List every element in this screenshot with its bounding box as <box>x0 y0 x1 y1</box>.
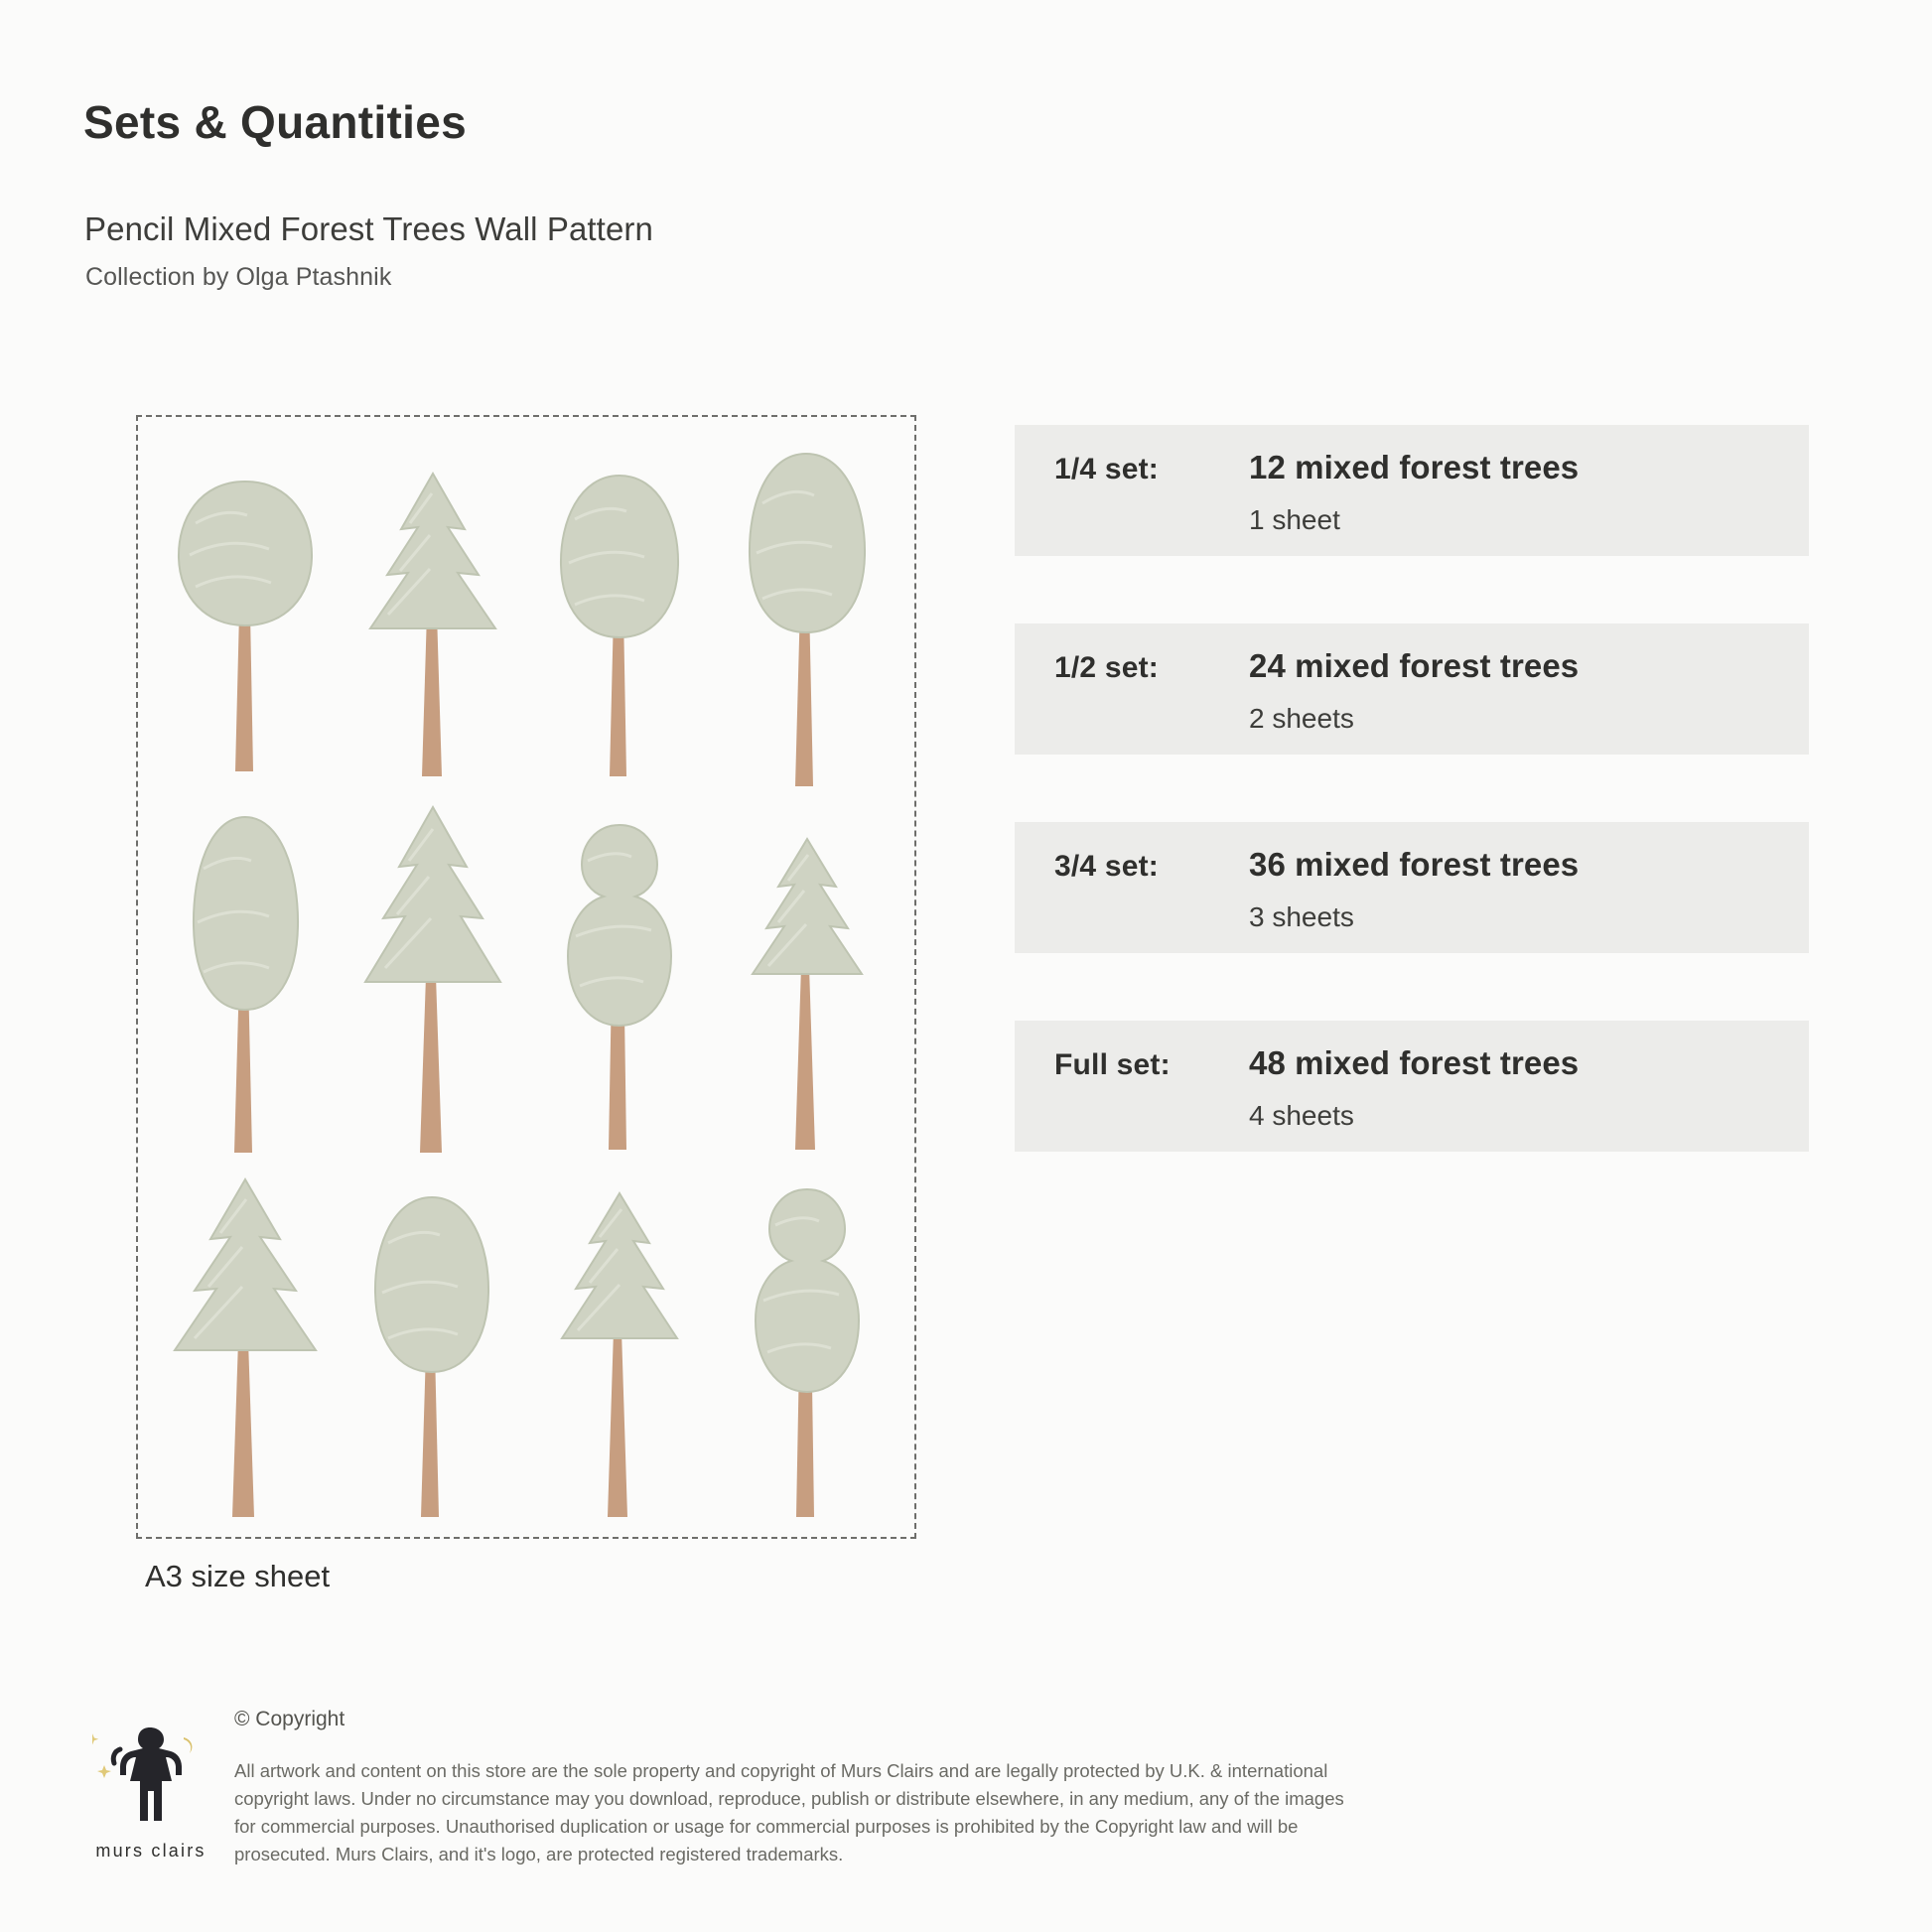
set-label: 1/2 set: <box>1054 651 1159 684</box>
sheet-preview <box>136 415 916 1539</box>
oval-tree-icon <box>358 1181 507 1519</box>
set-label: 1/4 set: <box>1054 453 1159 485</box>
set-row <box>1015 1021 1809 1152</box>
pine-tree-icon <box>348 464 517 791</box>
set-sheets: 1 sheet <box>1249 504 1340 535</box>
set-quantity: 24 mixed forest trees <box>1249 647 1580 684</box>
set-label: 3/4 set: <box>1054 850 1159 883</box>
set-row <box>1015 623 1809 755</box>
set-row <box>1015 822 1809 953</box>
oval-tall-tree-icon <box>733 444 882 791</box>
set-label: Full set: <box>1054 1048 1171 1081</box>
tree-item <box>526 797 714 1162</box>
set-sheets: 4 sheets <box>1249 1100 1354 1131</box>
tree-item <box>714 1161 901 1525</box>
oval-tall-tree-icon <box>176 807 315 1155</box>
tree-item <box>714 433 901 797</box>
tree-item <box>152 433 340 797</box>
set-quantity: 12 mixed forest trees <box>1249 449 1580 485</box>
tree-item <box>714 797 901 1162</box>
round-tree-icon <box>166 464 325 791</box>
collection-byline: Collection by Olga Ptashnik <box>85 263 392 291</box>
pine-small-tree-icon <box>733 827 882 1155</box>
tree-item <box>152 797 340 1162</box>
copyright-title: © Copyright <box>234 1708 345 1730</box>
trees-grid <box>138 417 914 1537</box>
tree-item <box>340 1161 527 1525</box>
tree-item <box>340 433 527 797</box>
double-round-tree-icon <box>550 817 689 1155</box>
set-row <box>1015 425 1809 556</box>
murs-clairs-figure-icon <box>92 1722 209 1831</box>
pine-tree-icon <box>344 797 522 1155</box>
pine-tree-icon <box>151 1172 340 1519</box>
brand-name: murs clairs <box>95 1841 207 1861</box>
tree-item <box>152 1161 340 1525</box>
set-quantity: 48 mixed forest trees <box>1249 1044 1580 1081</box>
product-name: Pencil Mixed Forest Trees Wall Pattern <box>84 210 653 247</box>
set-quantity: 36 mixed forest trees <box>1249 846 1580 883</box>
tree-item <box>526 433 714 797</box>
pine-small-tree-icon <box>540 1181 699 1519</box>
sheet-caption: A3 size sheet <box>145 1559 331 1593</box>
oval-tree-icon <box>545 464 694 791</box>
copyright-body: All artwork and content on this store are the sole property and copyright of Murs Clairs and are legally protected by U.K. & international copyright laws. Under no circumstance may you download, reproduce, publish or distribute elsewhere, in any medium, any of the images for commercial purposes. Unauthorised duplication or usage for commercial purposes is prohibited by the Copyright law and will be prosecuted. Murs Clairs, and it's logo, are protected registered trademarks. <box>234 1760 1344 1865</box>
set-sheets: 2 sheets <box>1249 703 1354 734</box>
brand-logo <box>83 1722 218 1862</box>
tree-item <box>340 797 527 1162</box>
tree-item <box>526 1161 714 1525</box>
set-sheets: 3 sheets <box>1249 901 1354 932</box>
double-round-tree-icon <box>738 1181 877 1519</box>
sets-quantities-list <box>1015 425 1809 1219</box>
page-title: Sets & Quantities <box>83 96 467 148</box>
